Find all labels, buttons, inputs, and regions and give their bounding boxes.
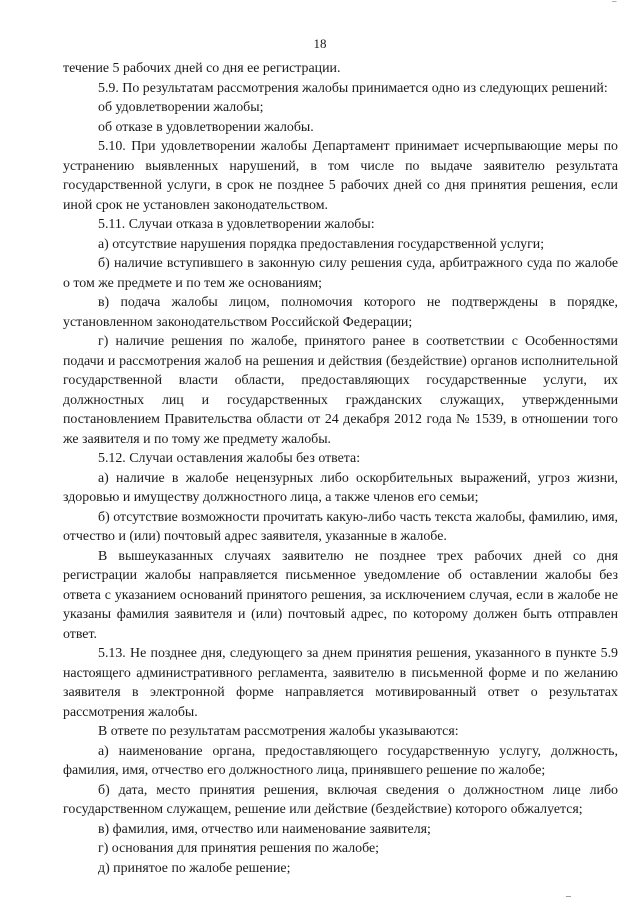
paragraph: 5.11. Случаи отказа в удовлетворении жалобы: (98, 217, 375, 232)
paragraph: течение 5 рабочих дней со дня ее регистрации. (63, 61, 341, 76)
paragraph: в) фамилия, имя, отчество или наименование заявителя; (98, 821, 431, 837)
paragraph: г) основания для принятия решения по жалобе; (98, 841, 379, 856)
paragraph: а) отсутствие нарушения порядка предоставления государственной услуги; (98, 236, 545, 252)
paragraph: В ответе по результатам рассмотрения жалобы указываются: (98, 724, 459, 739)
paragraph: в) подача жалобы лицом, полномочия которого не подтверждены в порядке, установленном законодательством Российской Федерации; (63, 295, 618, 330)
paragraph: б) наличие вступившего в законную силу решения суда, арбитражного суда по жалобе о том же предмете и по тем же основаниям; (63, 256, 618, 291)
paragraph: об отказе в удовлетворении жалобы. (98, 119, 314, 135)
paragraph: 5.9. По результатам рассмотрения жалобы принимается одно из следующих решений: (98, 80, 608, 96)
paragraph: б) дата, место принятия решения, включая сведения о должностном лице либо государственном служащем, решение или действие (бездействие) которого обжалуется; (63, 782, 618, 817)
paragraph: а) наличие в жалобе нецензурных либо оскорбительных выражений, угроз жизни, здоровью и имуществу должностного лица, а также членов его семьи; (63, 470, 618, 505)
scan-mark: – (612, 0, 617, 6)
paragraph: б) отсутствие возможности прочитать какую-либо часть текста жалобы, фамилию, имя, отчество и (или) почтовый адрес заявителя, указанные в жалобе. (63, 509, 618, 544)
paragraph: а) наименование органа, предоставляющего государственную услугу, должность, фамилия, имя, отчество его должностного лица, принявшего решение по жалобе; (63, 743, 618, 778)
paragraph: В вышеуказанных случаях заявителю не позднее трех рабочих дней со дня регистрации жалобы направляется письменное уведомление об оставлении жалобы без ответа с указанием оснований принятого решения, за исключением случая, если в жалобе не указаны фамилия заявителя и (или) почтовый адрес, по которому должен быть отправлен ответ. (63, 548, 618, 642)
paragraph: д) принятое по жалобе решение; (98, 860, 291, 876)
paragraph: 5.10. При удовлетворении жалобы Департамент принимает исчерпывающие меры по устранению выявленных нарушений, в том числе по выдаче заявителю результата государственной услуги, в срок не позднее 5 рабочих дней со дня принятия решения, если иной срок не установлен законодательством. (63, 139, 618, 213)
paragraph: 5.12. Случаи оставления жалобы без ответа: (98, 451, 361, 466)
scan-mark: – (566, 891, 571, 902)
paragraph: г) наличие решения по жалобе, принятого ранее в соответствии с Особенностями подачи и рассмотрения жалоб на решения и действия (бездействие) органов исполнительной государственной власти области, предоставляющих государственные услуги, их должностных лиц и государственных гражданских служащих, утвержденными постановлением Правительства области от 24 декабря 2012 года № 1539, в отношении того же заявителя и по тому же предмету жалобы. (63, 334, 618, 447)
paragraph: об удовлетворении жалобы; (98, 100, 264, 115)
document-body (63, 59, 618, 878)
page-number: 18 (313, 36, 327, 51)
paragraph: 5.13. Не позднее дня, следующего за днем принятия решения, указанного в пункте 5.9 настоящего административного регламента, заявителю в письменной форме и по желанию заявителя в электронной форме направляется мотивированный ответ о результатах рассмотрения жалобы. (63, 646, 618, 720)
